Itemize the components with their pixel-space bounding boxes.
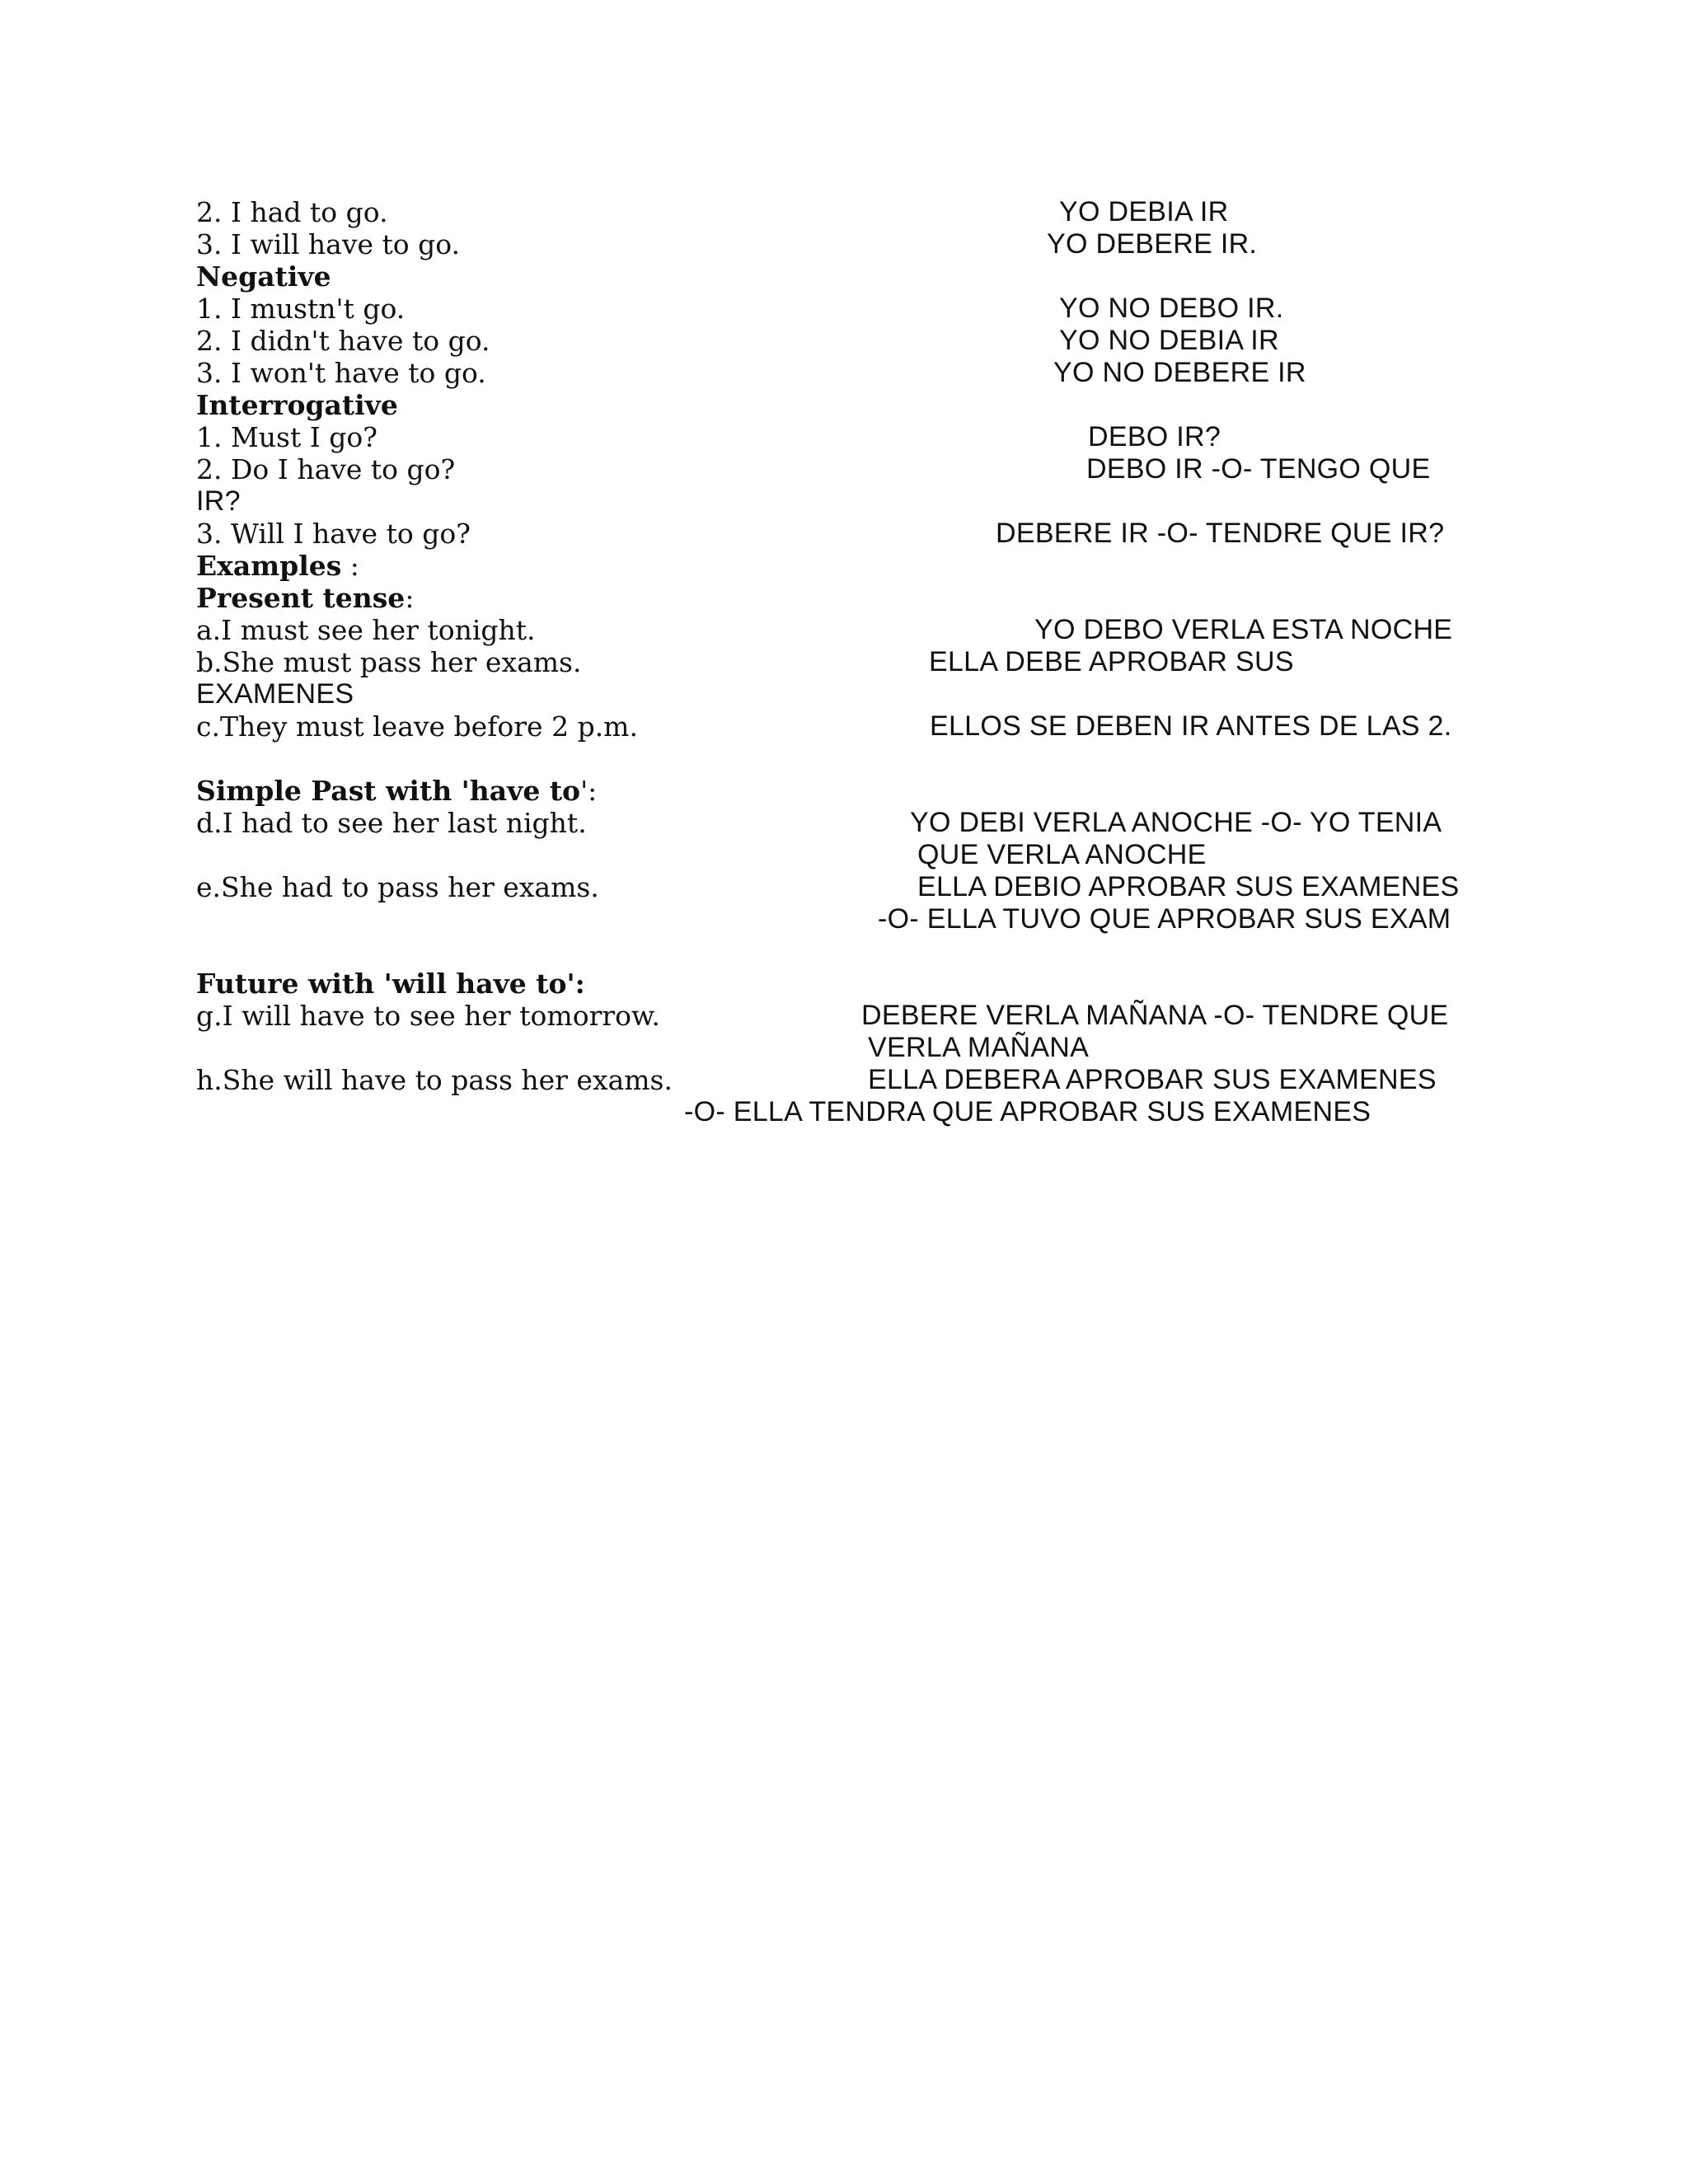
present-tense-heading: [196, 582, 414, 614]
negative-2-english: 2. I didn't have to go.: [196, 325, 490, 357]
interrogative-2-english: 2. Do I have to go?: [196, 453, 456, 485]
past-d-spanish-line2: QUE VERLA ANOCHE: [917, 839, 1207, 870]
past-d-spanish: YO DEBI VERLA ANOCHE -O- YO TENIA: [910, 807, 1442, 838]
future-h-spanish: ELLA DEBERA APROBAR SUS EXAMENES: [868, 1064, 1437, 1095]
negative-2-spanish: YO NO DEBIA IR: [1059, 325, 1279, 356]
future-g-spanish-line2: VERLA MAÑANA: [868, 1032, 1090, 1063]
future-g-spanish: DEBERE VERLA MAÑANA -O- TENDRE QUE: [861, 1000, 1449, 1031]
future-g-english: g.I will have to see her tomorrow.: [196, 1000, 660, 1032]
interrogative-heading: Interrogative: [196, 389, 398, 421]
negative-1-spanish: YO NO DEBO IR.: [1059, 293, 1284, 324]
interrogative-1-english: 1. Must I go?: [196, 421, 377, 453]
future-heading: Future with 'will have to':: [196, 968, 585, 1000]
simple-past-heading-part-c: ':: [580, 775, 598, 807]
interrogative-2-spanish-wrap: IR?: [196, 485, 241, 517]
present-a-spanish: YO DEBO VERLA ESTA NOCHE: [1034, 614, 1453, 645]
interrogative-3-spanish: DEBERE IR -O- TENDRE QUE IR?: [996, 518, 1445, 549]
future-h-english: h.She will have to pass her exams.: [196, 1064, 673, 1096]
present-tense-heading-suffix: :: [405, 582, 415, 614]
past-e-spanish-line2: -O- ELLA TUVO QUE APROBAR SUS EXAM: [878, 903, 1451, 935]
past-e-spanish: ELLA DEBIO APROBAR SUS EXAMENES: [917, 871, 1460, 902]
present-b-spanish-wrap: EXAMENES: [196, 678, 354, 710]
present-tense-heading-label: Present tense: [196, 582, 406, 614]
affirmative-3-spanish: YO DEBERE IR.: [1047, 228, 1258, 260]
interrogative-3-english: 3. Will I have to go?: [196, 518, 471, 550]
interrogative-1-spanish: DEBO IR?: [1088, 421, 1221, 452]
present-c-english: c.They must leave before 2 p.m.: [196, 710, 638, 743]
present-b-english: b.She must pass her exams.: [196, 646, 582, 678]
examples-heading: [196, 550, 359, 582]
simple-past-heading: [196, 775, 597, 807]
present-b-spanish: ELLA DEBE APROBAR SUS: [929, 646, 1294, 677]
examples-heading-label: Examples: [196, 550, 342, 582]
present-a-english: a.I must see her tonight.: [196, 614, 536, 646]
negative-1-english: 1. I mustn't go.: [196, 293, 406, 325]
future-h-spanish-line2: -O- ELLA TENDRA QUE APROBAR SUS EXAMENES: [684, 1096, 1372, 1127]
negative-3-spanish: YO NO DEBERE IR: [1053, 357, 1306, 388]
affirmative-3-english: 3. I will have to go.: [196, 228, 461, 260]
present-c-spanish: ELLOS SE DEBEN IR ANTES DE LAS 2.: [930, 710, 1452, 742]
affirmative-2-spanish: YO DEBIA IR: [1059, 196, 1229, 227]
past-e-english: e.She had to pass her exams.: [196, 871, 599, 903]
simple-past-heading-part-a: Simple Past with ': [196, 775, 470, 807]
past-d-english: d.I had to see her last night.: [196, 807, 587, 839]
simple-past-heading-part-b: have to: [469, 775, 581, 807]
negative-heading: Negative: [196, 260, 331, 293]
affirmative-2-english: 2. I had to go.: [196, 196, 388, 228]
interrogative-2-spanish: DEBO IR -O- TENGO QUE: [1086, 453, 1431, 485]
examples-heading-suffix: :: [341, 550, 359, 582]
negative-3-english: 3. I won't have to go.: [196, 357, 486, 389]
